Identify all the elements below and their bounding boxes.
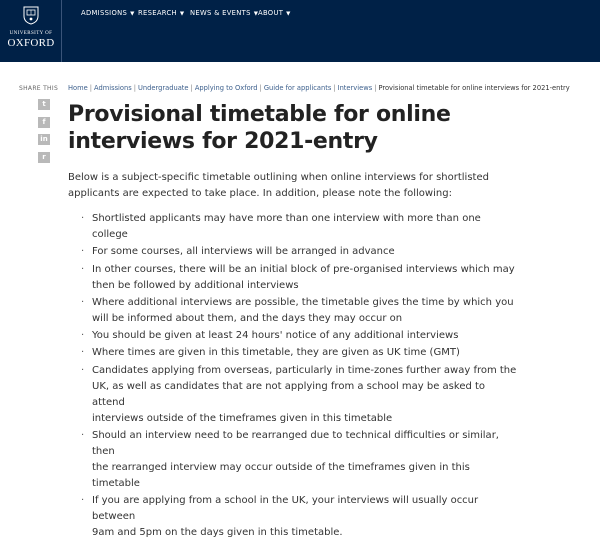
list-item-line: UK, as well as candidates that are not applying from a school may be asked to attend [92, 380, 486, 408]
chevron-down-icon: ▼ [286, 11, 291, 17]
breadcrumb-home[interactable]: Home [68, 84, 88, 92]
list-item [78, 363, 518, 427]
breadcrumb-separator: | [89, 84, 93, 92]
list-item-line: 9am and 5pm on the days given in this timetable. [92, 527, 343, 539]
nav-about[interactable] [258, 9, 291, 17]
bullet-icon: · [81, 495, 85, 507]
list-item-line: If you are applying from a school in the UK, your interviews will usually occur between [92, 495, 479, 523]
logo-oxford: OXFORD [7, 37, 55, 49]
intro-paragraph [68, 170, 558, 202]
chevron-down-icon: ▼ [130, 11, 135, 17]
list-item-line: In other courses, there will be an initial block of pre-organised interviews which may [92, 263, 515, 275]
bullet-icon: · [81, 364, 85, 376]
nav-about-label: ABOUT [258, 9, 284, 17]
list-item [78, 328, 518, 344]
bullet-icon: · [81, 213, 85, 224]
list-item-line: Where additional interviews are possible, the timetable gives the time by which you [92, 296, 514, 308]
list-item [78, 493, 518, 541]
breadcrumb-current: Provisional timetable for online interviews for 2021-entry [378, 84, 570, 92]
nav-research[interactable] [138, 9, 184, 17]
oxford-logo[interactable] [0, 0, 62, 62]
breadcrumb-guide-for-applicants[interactable]: Guide for applicants [263, 84, 332, 92]
bullet-icon: · [81, 330, 85, 342]
list-item [78, 345, 518, 361]
intro-line: applicants are expected to take place. In addition, please note the following: [68, 188, 452, 199]
chevron-down-icon: ▼ [253, 11, 259, 17]
reddit-icon[interactable]: r [38, 152, 50, 163]
list-item [78, 295, 518, 327]
facebook-icon[interactable]: f [38, 117, 50, 128]
list-item-line: Where times are given in this timetable, they are given as UK time (GMT) [92, 347, 460, 359]
page-title-line: Provisional timetable for online [68, 102, 451, 127]
top-navigation-bar [0, 0, 600, 62]
bullet-icon: · [81, 246, 85, 258]
list-item-line: Shortlisted applicants may have more than one interview with more than one college [92, 213, 481, 240]
list-item-line: You should be given at least 24 hours' notice of any additional interviews [92, 330, 459, 342]
list-item-line: interviews outside of the timeframes given in this timetable [92, 412, 393, 424]
breadcrumb-undergraduate[interactable]: Undergraduate [138, 84, 189, 92]
breadcrumb-separator: | [259, 84, 262, 92]
breadcrumb-applying-to-oxford[interactable]: Applying to Oxford [194, 84, 258, 92]
nav-research-label: RESEARCH [138, 9, 177, 17]
notes-list [78, 211, 518, 543]
list-item-line: Should an interview need to be rearranged due to technical difficulties or similar, then [92, 430, 499, 458]
bullet-icon: · [81, 263, 85, 275]
list-item-line: then be followed by additional interviews [92, 279, 299, 291]
list-item [78, 428, 518, 492]
breadcrumb-admissions[interactable]: Admissions [94, 84, 132, 92]
logo-university-of: UNIVERSITY OF [9, 31, 53, 36]
nav-news-events-label: NEWS & EVENTS [190, 9, 251, 17]
list-item [78, 211, 518, 243]
nav-admissions[interactable] [81, 9, 135, 17]
nav-news-events[interactable] [190, 9, 258, 17]
page-title [68, 101, 568, 155]
breadcrumb-separator: | [190, 84, 193, 92]
bullet-icon: · [81, 430, 85, 442]
list-item [78, 262, 518, 294]
twitter-icon[interactable]: t [38, 99, 50, 110]
chevron-down-icon: ▼ [179, 11, 185, 17]
list-item-line: will be informed about them, and the days they may occur on [92, 312, 403, 324]
page-title-line: interviews for 2021-entry [68, 129, 378, 154]
crest-icon [23, 6, 39, 25]
intro-line: Below is a subject-specific timetable outlining when online interviews for shortlisted [68, 172, 489, 183]
list-item [78, 244, 518, 260]
breadcrumb-separator: | [374, 84, 377, 92]
bullet-icon: · [81, 296, 85, 308]
nav-admissions-label: ADMISSIONS [81, 9, 128, 17]
share-this-label: SHARE THIS [19, 85, 59, 92]
list-item-line: the rearranged interview may occur outside of the timeframes given in this timetable [92, 462, 470, 490]
bullet-icon: · [81, 347, 85, 359]
breadcrumb-separator: | [333, 84, 336, 92]
list-item-line: Candidates applying from overseas, particularly in time-zones further away from the [92, 364, 517, 376]
breadcrumb-separator: | [133, 84, 136, 92]
breadcrumb [68, 84, 570, 92]
linkedin-icon[interactable]: in [38, 134, 50, 145]
list-item-line: For some courses, all interviews will be arranged in advance [92, 246, 395, 258]
breadcrumb-interviews[interactable]: Interviews [337, 84, 373, 92]
